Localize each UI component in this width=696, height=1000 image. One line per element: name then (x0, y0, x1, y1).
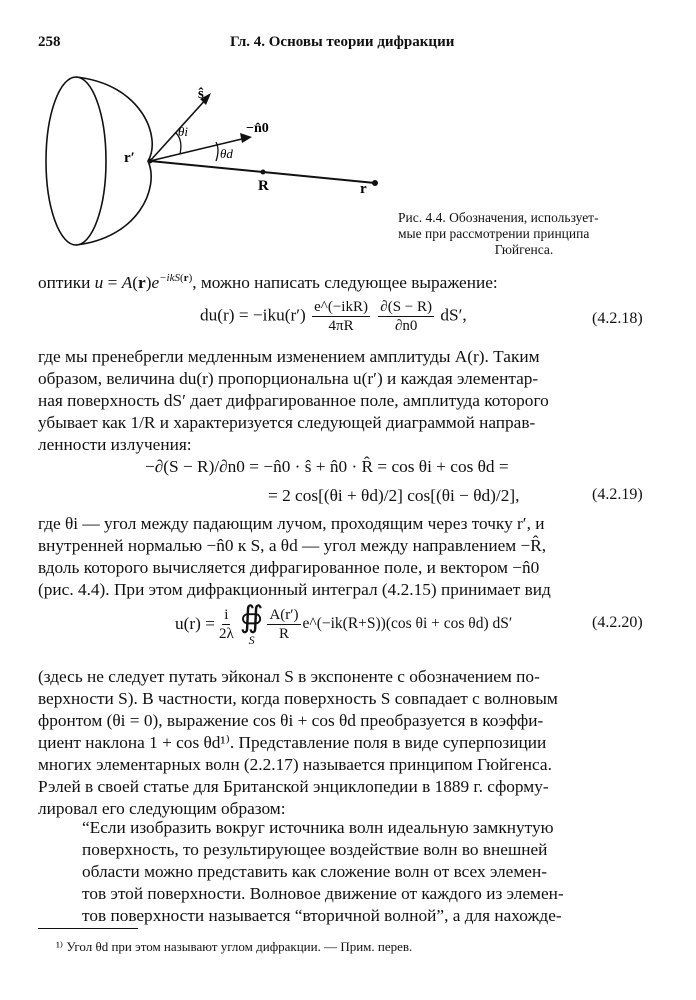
body-line: верхности S). В частности, когда поверхность S совпадает с волновым (38, 689, 558, 708)
body-line: ленности излучения: (38, 435, 192, 454)
footnote-rule (38, 928, 138, 929)
label-r-prime: r′ (124, 150, 135, 166)
page-number: 258 (38, 34, 61, 50)
footnote: ¹⁾ Угол θd при этом называют углом дифракции. — Прим. перев. (56, 939, 413, 954)
intro-post: , можно написать следующее выражение: (192, 272, 498, 292)
caption-line: Гюйгенса. (494, 242, 554, 257)
eq3-frac-den: R (278, 625, 289, 642)
caption-line: Рис. 4.4. Обозначения, использует- (398, 210, 599, 225)
quote-line: тов поверхности называется “вторичной волной”, а для нахожде- (82, 906, 562, 925)
quote-line: поверхность, то результирующее воздействие волн во внешней (82, 840, 548, 859)
eq1-frac1 (312, 298, 370, 335)
eq3-lhs: u(r) = (175, 614, 215, 633)
eq3-coef-den: 2λ (218, 625, 234, 642)
eq3-frac (267, 606, 300, 643)
body-line: ная поверхность dS′ дает дифрагированное поле, амплитуда которого (38, 391, 549, 410)
eq1-lhs: du(r) = −iku(r′) (200, 305, 306, 325)
eq3-integral (240, 602, 264, 646)
intro-line: оптики $u = A(r)e^{-ikS(r)}$, можно написать следующее выражение: (38, 272, 498, 292)
body-line: циент наклона 1 + cos θd¹⁾. Представление поля в виде суперпозиции (38, 733, 547, 752)
eq3-tail: e^(−ik(R+S))(cos θi + cos θd) dS′ (302, 615, 513, 632)
caption-line: мые при рассмотрении принципа (398, 226, 590, 241)
quote-line: “Если изобразить вокруг источника волн идеальную замкнутую (82, 818, 554, 837)
equation-4-2-20 (175, 602, 512, 646)
body-line: убывает как 1/R и характеризуется следующей диаграммой направ- (38, 413, 536, 432)
body-line: Рэлей в своей статье для Британской энциклопедии в 1889 г. сформу- (38, 777, 549, 796)
quote-line: области можно представить как сложение волн от всех элемен- (82, 862, 547, 881)
label-theta-d: θd (220, 146, 233, 161)
point-r-prime (148, 159, 153, 164)
equation-4-2-18 (200, 298, 467, 335)
body-line: образом, величина du(r) пропорциональна u(r′) и каждая элементар- (38, 369, 539, 388)
integral-subscript: S (248, 633, 255, 647)
eq1-frac1-num: e^(−ikR) (314, 299, 368, 315)
eq1-frac2-den: ∂n0 (394, 318, 418, 334)
point-R (261, 170, 266, 175)
figure-caption (398, 210, 650, 258)
body-line: вдоль которого вычисляется дифрагированное поле, и вектором −n̂0 (38, 558, 540, 577)
figure-4-4 (30, 58, 390, 273)
label-R: R (258, 178, 269, 194)
integral-sign: ∯ (239, 601, 264, 634)
body-line: (здесь не следует путать эйконал S в экспоненте с обозначением по- (38, 667, 540, 686)
equation-number: (4.2.19) (592, 486, 643, 503)
label-minus-n0: −n̂0 (246, 121, 269, 136)
body-line: внутренней нормалью −n̂0 к S, а θd — угол между направлением −R̂, (38, 536, 547, 555)
eq3-coef-num: i (224, 606, 229, 623)
eq1-frac1-den: 4πR (328, 318, 354, 334)
eq1-frac2-num: ∂(S − R) (380, 299, 433, 315)
label-theta-i: θi (178, 124, 188, 139)
eq3-coef (217, 606, 236, 643)
body-line: многих элементарных волн (2.2.17) называется принципом Гюйгенса. (38, 755, 552, 774)
eq2-line2: = 2 cos[(θi + θd)/2] cos[(θi − θd)/2], (268, 486, 520, 505)
eq1-tail: dS′, (440, 305, 467, 325)
body-line: (рис. 4.4). При этом дифракционный интеграл (4.2.15) принимает вид (38, 580, 551, 599)
label-r: r (360, 181, 367, 197)
quote-line: тов этой поверхности. Волновое движение от каждого из элемен- (82, 884, 564, 903)
body-line: лировал его следующим образом: (38, 799, 286, 818)
surface-rim (46, 77, 106, 245)
equation-number: (4.2.18) (592, 310, 643, 327)
eq3-frac-num: A(r′) (269, 606, 299, 623)
body-line: фронтом (θi = 0), выражение cos θi + cos θd преобразуется в коэффи- (38, 711, 544, 730)
body-line: где θi — угол между падающим лучом, проходящим через точку r′, и (38, 514, 545, 533)
running-title: Гл. 4. Основы теории дифракции (230, 34, 455, 50)
eq1-frac2 (378, 298, 434, 335)
point-r (372, 180, 378, 186)
label-s-hat: ŝ (198, 86, 204, 102)
eq2-line1: −∂(S − R)/∂n0 = −n̂0 · ŝ + n̂0 · R̂ = cos θi + cos θd = (145, 457, 509, 476)
equation-number: (4.2.20) (592, 614, 643, 631)
body-line: где мы пренебрегли медленным изменением амплитуды A(r). Таким (38, 347, 540, 366)
surface-dome (76, 77, 152, 245)
intro-pre: оптики (38, 272, 95, 292)
